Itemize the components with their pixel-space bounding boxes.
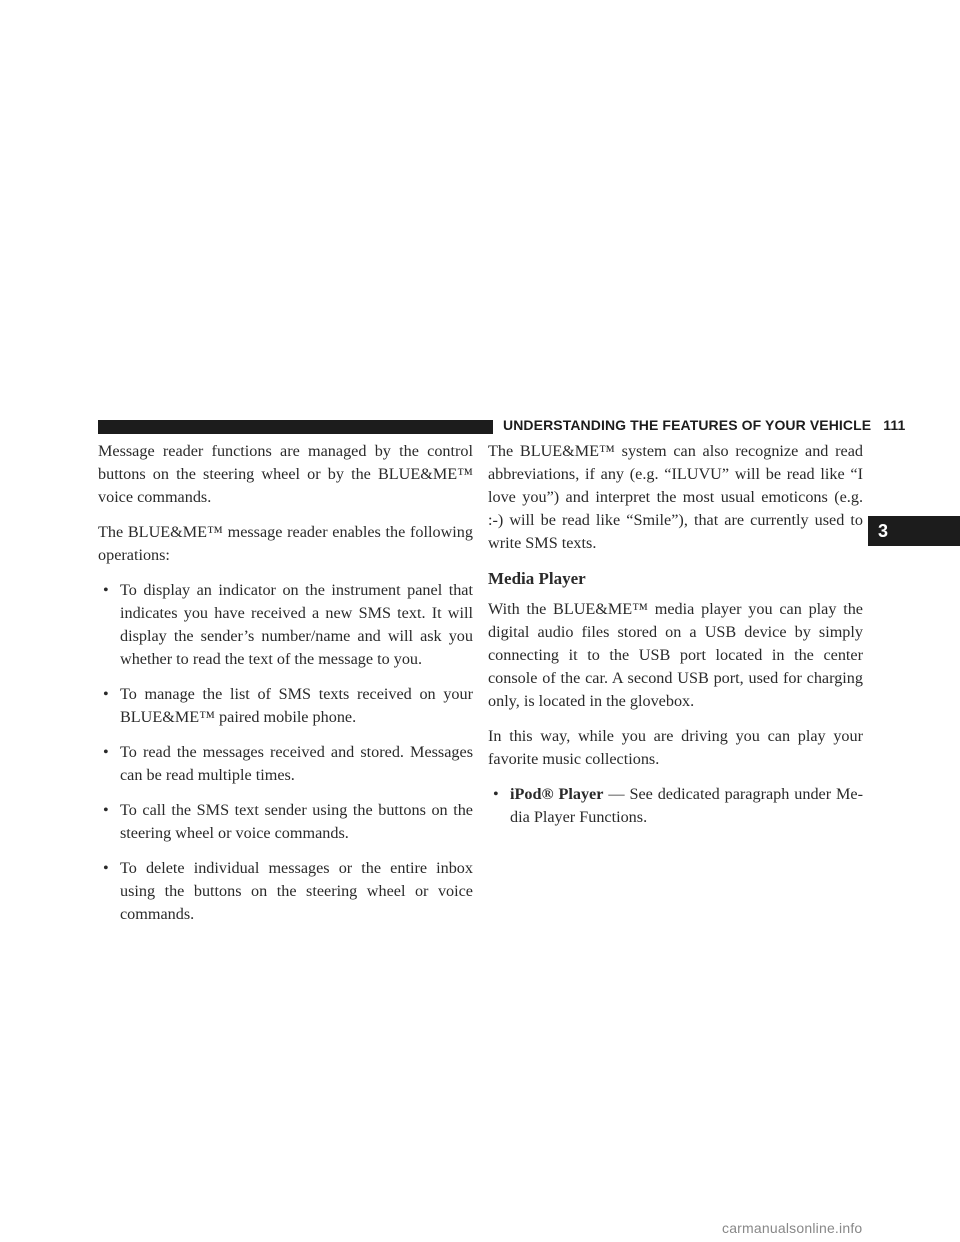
- running-header: [503, 417, 905, 433]
- paragraph: In this way, while you are driving you can play your favorite music collections.: [488, 727, 863, 768]
- list-item: • To read the messages received and stored. Messages can be read multiple times.: [103, 743, 473, 784]
- header-title: UNDERSTANDING THE FEATURES OF YOUR VEHICLE: [503, 417, 872, 433]
- right-column: [488, 440, 863, 841]
- bullet-icon: •: [493, 785, 499, 803]
- paragraph: With the BLUE&ME™ media player you can play the digital audio files stored on a USB device by simply connecting it to the USB port located in the center console of the car. A second USB port, used for charging only, is located in the glovebox.: [488, 600, 863, 710]
- list-item: • To call the SMS text sender using the buttons on the steering wheel or voice commands.: [103, 801, 473, 842]
- watermark: carmanualsonline.info: [722, 1220, 863, 1236]
- operations-list: [98, 579, 473, 926]
- bullet-icon: •: [103, 743, 109, 761]
- chapter-tab: [868, 516, 960, 546]
- left-column: [98, 440, 473, 938]
- bullet-icon: •: [103, 859, 109, 877]
- list-item: • To delete individual messages or the entire inbox using the buttons on the steering wheel or voice commands.: [103, 859, 473, 923]
- bullet-icon: •: [103, 685, 109, 703]
- paragraph: Message reader functions are managed by the control buttons on the steering wheel or by the BLUE&ME™ voice commands.: [98, 442, 473, 506]
- paragraph: The BLUE&ME™ system can also recognize and read abbreviations, if any (e.g. “ILUVU” will be read like “I love you”) and interpret the most usual emoticons (e.g. :-) will be read like “Smile”), that are currently used to write SMS texts.: [488, 442, 863, 552]
- list-item: • iPod® Player — See dedicated paragraph under Me-dia Player Functions.: [493, 785, 863, 826]
- chapter-number: 3: [878, 521, 889, 541]
- paragraph: The BLUE&ME™ message reader enables the following operations:: [98, 523, 473, 564]
- list-item: • To manage the list of SMS texts received on your BLUE&ME™ paired mobile phone.: [103, 685, 473, 726]
- list-item-label: iPod® Player: [510, 785, 604, 803]
- bullet-icon: •: [103, 581, 109, 599]
- page-number: 111: [883, 417, 906, 433]
- bullet-icon: •: [103, 801, 109, 819]
- header-rule: [98, 420, 493, 434]
- section-heading: Media Player: [488, 569, 586, 588]
- list-item: • To display an indicator on the instrument panel that indicates you have received a new SMS text. It will display the sender’s number/name and will ask you whether to read the text of the message to you.: [103, 581, 473, 668]
- media-list: [488, 783, 863, 829]
